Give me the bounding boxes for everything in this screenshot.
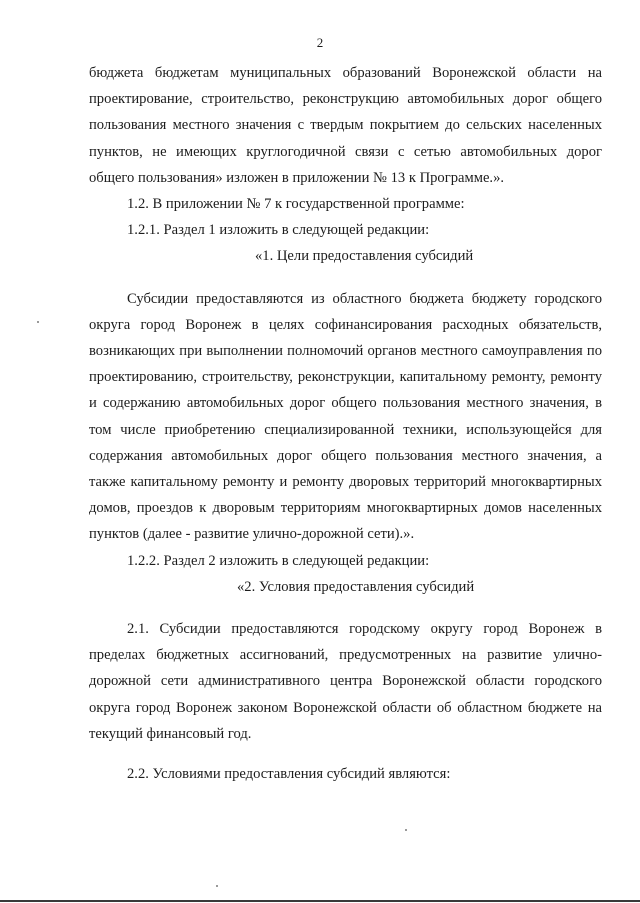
paragraph-item-1-2: 1.2. В приложении № 7 к государственной программе: — [127, 196, 465, 213]
paragraph-item-1-2-2: 1.2.2. Раздел 2 изложить в следующей редакции: — [127, 552, 430, 569]
document-body — [89, 60, 602, 787]
paragraph-subsidy-goals: Субсидии предоставляются из областного бюджета бюджету городского округа город Воронеж в целях софинансирования расходных обязательств, возникающих при выполнении полномочий органов местного самоуправления по проектированию, строительству, реконструкции, капитальному ремонту, ремонту и содержанию автомобильных дорог общего пользования местного значения, в том числе приобретению специализированной техники, использующейся для содержания автомобильных дорог общего пользования местного значения, а также капитальному ремонту и ремонту дворовых территорий многоквартирных домов, проездов к дворовым территориям многоквартирных домов населенных пунктов (далее - развитие улично-дорожной сети).». — [89, 290, 602, 543]
section-title-goals: «1. Цели предоставления субсидий — [255, 248, 474, 265]
scan-edge-line — [0, 900, 640, 902]
paragraph-item-2-2: 2.2. Условиями предоставления субсидий являются: — [127, 766, 451, 783]
page-number: 2 — [316, 35, 324, 50]
section-title-conditions: «2. Условия предоставления субсидий — [237, 578, 475, 595]
scan-speck — [216, 885, 218, 887]
paragraph-item-1-2-1: 1.2.1. Раздел 1 изложить в следующей редакции: — [127, 222, 430, 239]
paragraph-continuation: бюджета бюджетам муниципальных образований Воронежской области на проектирование, строительство, реконструкцию автомобильных дорог общего пользования местного значения с твердым покрытием до сельских населенных пунктов, не имеющих круглогодичной связи с сетью автомобильных дорог общего пользования» изложен в приложении № 13 к Программе.». — [89, 65, 602, 186]
scan-speck — [37, 321, 39, 323]
scan-speck — [405, 829, 407, 831]
paragraph-item-2-1: 2.1. Субсидии предоставляются городскому округу город Воронеж в пределах бюджетных ассигнований, предусмотренных на развитие улично-дорожной сети административного центра Воронежской области городского округа город Воронеж законом Воронежской области об областном бюджете на текущий финансовый год. — [89, 621, 602, 742]
